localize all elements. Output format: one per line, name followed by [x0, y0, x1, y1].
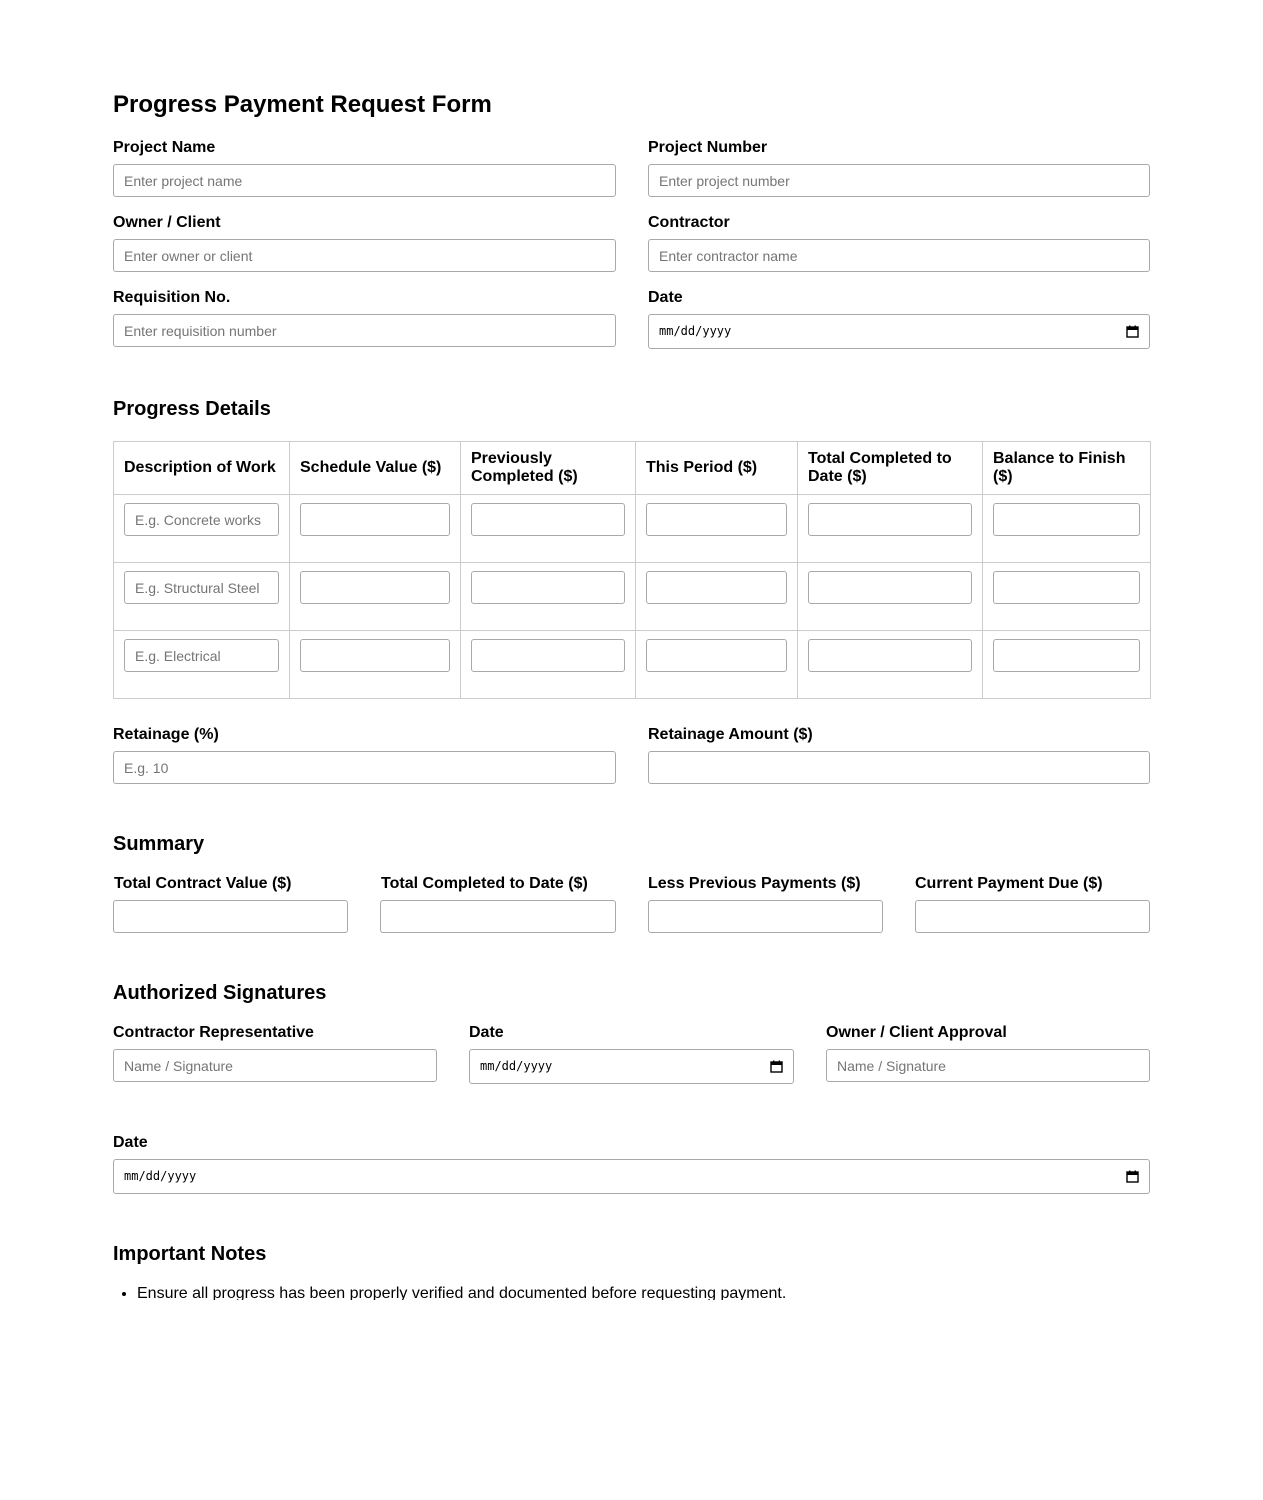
previously-completed-input[interactable]	[471, 503, 625, 536]
owner-client-input[interactable]	[113, 239, 616, 272]
summary-total-completed-input[interactable]	[380, 900, 616, 933]
total-completed-input[interactable]	[808, 571, 972, 604]
summary-total-completed-label: Total Completed to Date ($)	[381, 875, 588, 892]
summary-heading: Summary	[113, 833, 205, 855]
balance-to-finish-input[interactable]	[993, 571, 1140, 604]
calendar-icon[interactable]	[1126, 325, 1139, 338]
previously-completed-input[interactable]	[471, 571, 625, 604]
column-header: Previously Completed ($)	[461, 442, 636, 495]
total-completed-input[interactable]	[808, 503, 972, 536]
schedule-value-input[interactable]	[300, 503, 450, 536]
column-header: Schedule Value ($)	[290, 442, 461, 495]
retainage-percent-label: Retainage (%)	[113, 726, 219, 743]
table-cell	[636, 631, 798, 699]
table-cell	[114, 631, 290, 699]
table-row	[114, 495, 1151, 563]
table-cell	[461, 631, 636, 699]
important-notes-heading: Important Notes	[113, 1243, 267, 1265]
retainage-percent-input[interactable]	[113, 751, 616, 784]
total-completed-input[interactable]	[808, 639, 972, 672]
description-input[interactable]	[124, 503, 279, 536]
schedule-value-input[interactable]	[300, 639, 450, 672]
balance-to-finish-input[interactable]	[993, 503, 1140, 536]
date-input[interactable]	[648, 314, 1150, 349]
table-cell	[983, 631, 1151, 699]
owner-signature-input[interactable]	[826, 1049, 1150, 1082]
table-cell	[290, 631, 461, 699]
column-header: Balance to Finish ($)	[983, 442, 1151, 495]
total-contract-value-input[interactable]	[113, 900, 348, 933]
current-payment-due-label: Current Payment Due ($)	[915, 875, 1103, 892]
table-row	[114, 631, 1151, 699]
signature-date-input[interactable]	[469, 1049, 794, 1084]
contractor-label: Contractor	[648, 214, 730, 231]
schedule-value-input[interactable]	[300, 571, 450, 604]
table-cell	[290, 563, 461, 631]
description-input[interactable]	[124, 571, 279, 604]
table-row	[114, 563, 1151, 631]
approval-date-label: Date	[113, 1134, 148, 1151]
calendar-icon[interactable]	[1126, 1170, 1139, 1183]
table-cell	[636, 495, 798, 563]
table-cell	[114, 563, 290, 631]
date-label: Date	[648, 289, 683, 306]
signature-date-placeholder: mm/dd/yyyy	[480, 1059, 553, 1073]
requisition-label: Requisition No.	[113, 289, 231, 306]
owner-client-label: Owner / Client	[113, 214, 221, 231]
requisition-input[interactable]	[113, 314, 616, 347]
calendar-icon[interactable]	[770, 1060, 783, 1073]
table-cell	[461, 563, 636, 631]
page-title: Progress Payment Request Form	[113, 91, 492, 118]
this-period-input[interactable]	[646, 503, 787, 536]
previously-completed-input[interactable]	[471, 639, 625, 672]
table-cell	[114, 495, 290, 563]
table-cell	[798, 495, 983, 563]
description-input[interactable]	[124, 639, 279, 672]
table-cell	[461, 495, 636, 563]
table-cell	[798, 631, 983, 699]
project-name-input[interactable]	[113, 164, 616, 197]
project-number-label: Project Number	[648, 139, 768, 156]
contractor-representative-label: Contractor Representative	[113, 1024, 314, 1041]
progress-table	[113, 441, 1151, 699]
retainage-amount-input[interactable]	[648, 751, 1150, 784]
signature-date-label: Date	[469, 1024, 504, 1041]
notes-list	[113, 1283, 1174, 1300]
current-payment-due-input[interactable]	[915, 900, 1150, 933]
column-header: This Period ($)	[636, 442, 798, 495]
approval-date-placeholder: mm/dd/yyyy	[124, 1169, 197, 1183]
owner-approval-label: Owner / Client Approval	[826, 1024, 1007, 1041]
list-item: • Ensure all progress has been properly verified and documented before requesting payment.	[137, 1283, 1174, 1300]
table-cell	[798, 563, 983, 631]
this-period-input[interactable]	[646, 571, 787, 604]
table-cell	[983, 495, 1151, 563]
signatures-heading: Authorized Signatures	[113, 982, 327, 1004]
project-name-label: Project Name	[113, 139, 216, 156]
total-contract-value-label: Total Contract Value ($)	[114, 875, 292, 892]
approval-date-input[interactable]	[113, 1159, 1150, 1194]
contractor-signature-input[interactable]	[113, 1049, 437, 1082]
contractor-input[interactable]	[648, 239, 1150, 272]
table-cell	[290, 495, 461, 563]
less-previous-payments-input[interactable]	[648, 900, 883, 933]
column-header: Description of Work	[114, 442, 290, 495]
less-previous-payments-label: Less Previous Payments ($)	[648, 875, 861, 892]
retainage-amount-label: Retainage Amount ($)	[648, 726, 813, 743]
table-header-row	[114, 442, 1151, 495]
balance-to-finish-input[interactable]	[993, 639, 1140, 672]
table-cell	[636, 563, 798, 631]
table-cell	[983, 563, 1151, 631]
date-input-placeholder: mm/dd/yyyy	[659, 324, 732, 338]
this-period-input[interactable]	[646, 639, 787, 672]
column-header: Total Completed to Date ($)	[798, 442, 983, 495]
progress-details-heading: Progress Details	[113, 398, 271, 420]
project-number-input[interactable]	[648, 164, 1150, 197]
